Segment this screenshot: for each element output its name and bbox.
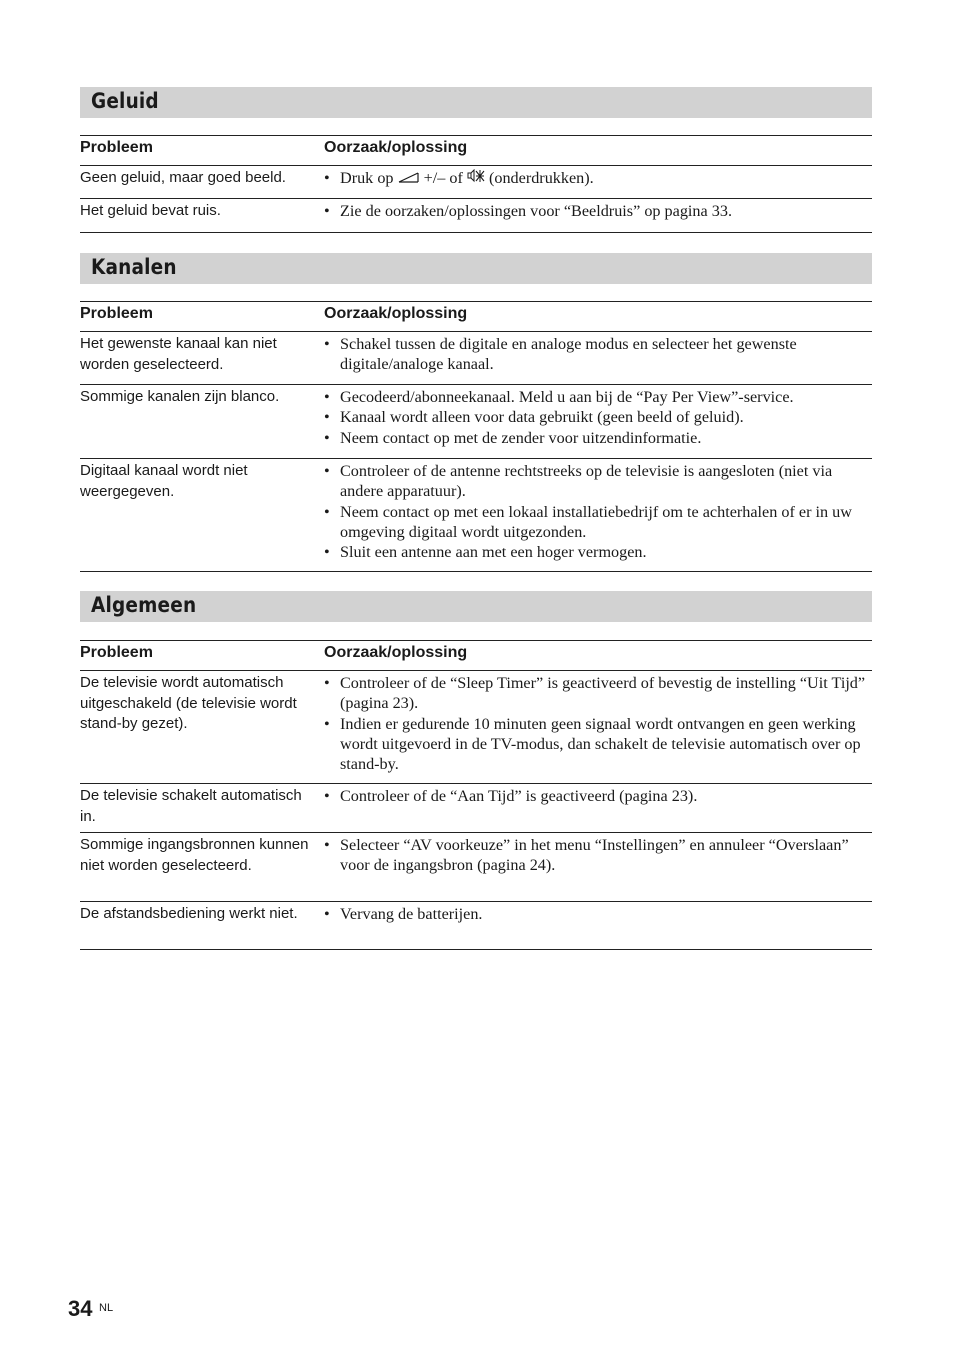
problem-text: Het gewenste kanaal kan niet worden geselecteerd. <box>80 335 277 373</box>
table-row <box>80 458 872 572</box>
table-geluid <box>80 135 872 233</box>
solution-list <box>324 786 872 806</box>
header-solution: Oorzaak/oplossing <box>324 305 468 322</box>
problem-text: Sommige ingangsbronnen kunnen niet worden geselecteerd. <box>80 836 309 874</box>
solution-item: • Controleer of de “Sleep Timer” is geactiveerd of bevestig de instelling “Uit Tijd” (pagina 23). <box>324 673 872 714</box>
volume-instruction-suffix: (onderdrukken). <box>488 169 594 187</box>
volume-instruction-middle: +/– of <box>423 169 463 187</box>
solution-list <box>324 673 872 774</box>
volume-instruction-prefix: Druk op <box>340 169 394 187</box>
table-row <box>80 198 872 233</box>
table-row <box>80 384 872 458</box>
table-row <box>80 783 872 832</box>
solution-item: • Neem contact op met een lokaal installatiebedrijf om te achterhalen of er in uw omgeving digitaal wordt uitgezonden. <box>324 502 872 543</box>
solution-item <box>324 168 872 188</box>
solution-list <box>324 461 872 562</box>
solution-item: • Neem contact op met de zender voor uitzendinformatie. <box>324 428 872 448</box>
table-row <box>80 670 872 783</box>
solution-item: • Vervang de batterijen. <box>324 904 872 924</box>
solution-item: • Selecteer “AV voorkeuze” in het menu “Instellingen” en annuleer “Overslaan” voor de ingangsbron (pagina 24). <box>324 835 872 876</box>
header-problem: Probleem <box>80 139 153 156</box>
section-header-geluid <box>80 87 872 118</box>
section-title: Algemeen <box>91 593 197 617</box>
header-problem: Probleem <box>80 305 153 322</box>
section-title: Kanalen <box>91 255 177 279</box>
solution-item: • Sluit een antenne aan met een hoger vermogen. <box>324 542 872 562</box>
problem-text: Digitaal kanaal wordt niet weergegeven. <box>80 462 248 500</box>
section-title: Geluid <box>91 89 159 113</box>
page-language: NL <box>99 1302 114 1314</box>
solution-list <box>324 835 872 876</box>
header-problem: Probleem <box>80 644 153 661</box>
section-header-algemeen <box>80 591 872 622</box>
solution-list <box>324 334 872 375</box>
header-solution: Oorzaak/oplossing <box>324 644 468 661</box>
table-header <box>80 640 872 670</box>
header-solution: Oorzaak/oplossing <box>324 139 468 156</box>
solution-list <box>324 201 872 221</box>
solution-item: • Gecodeerd/abonneekanaal. Meld u aan bij de “Pay Per View”-service. <box>324 387 872 407</box>
table-header <box>80 135 872 165</box>
solution-item: • Controleer of de “Aan Tijd” is geactiveerd (pagina 23). <box>324 786 872 806</box>
solution-item: • Schakel tussen de digitale en analoge modus en selecteer het gewenste digitale/analoge kanaal. <box>324 334 872 375</box>
problem-text: Geen geluid, maar goed beeld. <box>80 169 286 186</box>
table-row <box>80 331 872 384</box>
volume-icon <box>398 171 420 183</box>
table-row <box>80 165 872 198</box>
solution-item: • Indien er gedurende 10 minuten geen signaal wordt ontvangen en geen werking wordt uitgevoerd in de TV-modus, dan schakelt de televisie automatisch over op stand-by. <box>324 714 872 775</box>
problem-text: De afstandsbediening werkt niet. <box>80 905 298 922</box>
table-algemeen <box>80 640 872 950</box>
solution-list <box>324 168 872 188</box>
page-number: 34 <box>68 1296 93 1321</box>
mute-icon <box>467 169 485 183</box>
problem-text: De televisie wordt automatisch uitgeschakeld (de televisie wordt stand-by gezet). <box>80 674 297 732</box>
section-header-kanalen <box>80 253 872 284</box>
solution-item: • Zie de oorzaken/oplossingen voor “Beeldruis” op pagina 33. <box>324 201 872 221</box>
problem-text: Sommige kanalen zijn blanco. <box>80 388 280 405</box>
table-header <box>80 301 872 331</box>
solution-item: • Controleer of de antenne rechtstreeks op de televisie is aangesloten (niet via andere apparatuur). <box>324 461 872 502</box>
table-kanalen <box>80 301 872 572</box>
table-row <box>80 901 872 950</box>
solution-item: • Kanaal wordt alleen voor data gebruikt (geen beeld of geluid). <box>324 407 872 427</box>
solution-list <box>324 387 872 448</box>
solution-list <box>324 904 872 924</box>
table-row <box>80 832 872 901</box>
problem-text: Het geluid bevat ruis. <box>80 202 221 219</box>
problem-text: De televisie schakelt automatisch in. <box>80 787 302 825</box>
